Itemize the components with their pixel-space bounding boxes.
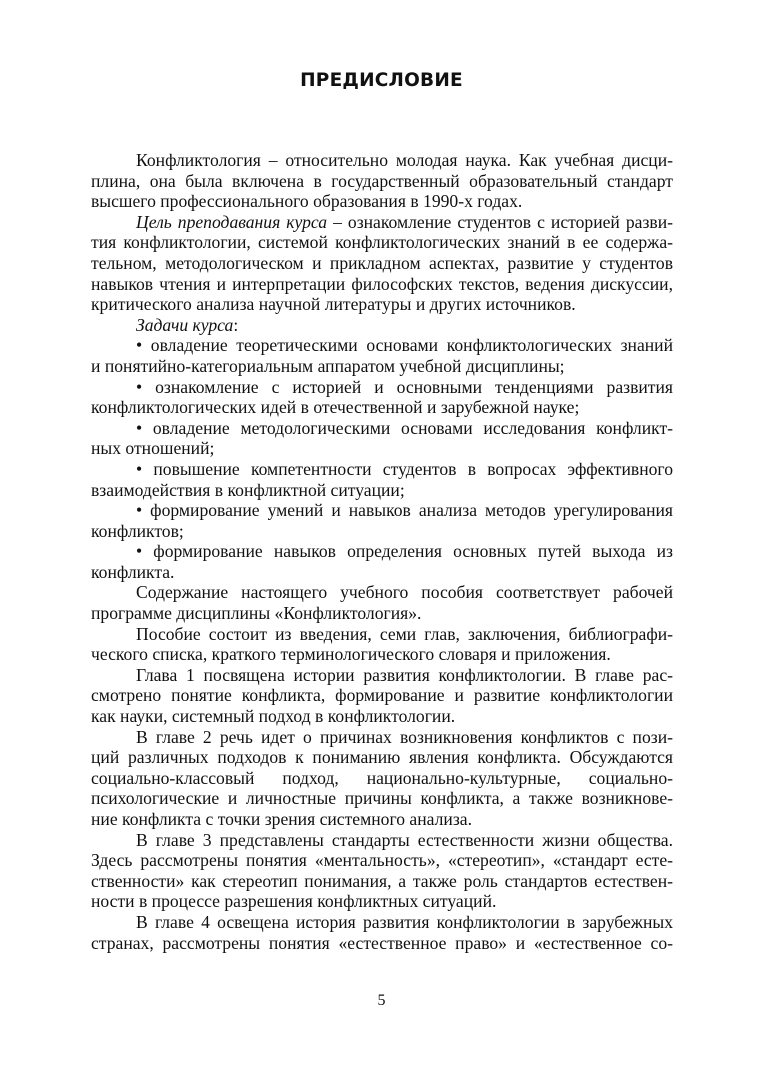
text-line: конфликтологических идей в отечественной и зарубежной науке; <box>91 397 580 418</box>
text-line: ческого списка, краткого терминологического словаря и приложения. <box>91 644 611 665</box>
text-line: В главе 4 освещена история развития конфликтологии в зарубежных <box>136 911 673 932</box>
text-line: программе дисциплины «Конфликтология». <box>91 603 422 624</box>
text-line: странах, рассмотрены понятия «естественное право» и «естественное со- <box>91 932 673 953</box>
text-line: Глава 1 посвящена истории развития конфликтологии. В главе рас- <box>136 664 673 685</box>
text-line: Пособие состоит из введения, семи глав, заключения, библиографи- <box>136 623 673 644</box>
text-fragment: – ознакомление студентов с историей разви- <box>327 211 673 232</box>
text-line: Содержание настоящего учебного пособия соответствует рабочей <box>136 582 673 603</box>
text-line: и понятийно-категориальным аппаратом учебной дисциплины; <box>91 355 565 376</box>
text-line: навыков чтения и интерпретации философских текстов, ведения дискуссии, <box>91 273 673 294</box>
text-fragment: : <box>233 314 239 335</box>
body-text <box>91 150 673 953</box>
list-item-line: • овладение теоретическими основами конфликтологических знаний <box>136 335 673 356</box>
text-line: плина, она была включена в государственный образовательный стандарт <box>91 170 673 191</box>
list-item-line: • формирование навыков определения основных путей выхода из <box>136 541 673 562</box>
text-line: тия конфликтологии, системой конфликтологических знаний в ее содержа- <box>91 232 673 253</box>
list-item-line: • повышение компетентности студентов в вопросах эффективного <box>136 458 673 479</box>
text-line <box>91 212 673 233</box>
text-line: взаимодействия в конфликтной ситуации; <box>91 479 405 500</box>
text-line: Здесь рассмотрены понятия «ментальность», «стереотип», «стандарт есте- <box>91 850 673 871</box>
text-line: смотрено понятие конфликта, формирование и развитие конфликтологии <box>91 685 673 706</box>
text-line: ственности» как стереотип понимания, а также роль стандартов естествен- <box>91 870 673 891</box>
italic-term: Цель преподавания курса <box>136 211 328 232</box>
list-item-line: • ознакомление с историей и основными тенденциями развития <box>136 376 673 397</box>
text-line: ности в процессе разрешения конфликтных ситуаций. <box>91 891 497 912</box>
text-line: высшего профессионального образования в 1990-х годах. <box>91 191 523 212</box>
text-line: В главе 2 речь идет о причинах возникновения конфликтов с пози- <box>136 726 673 747</box>
text-line: ций различных подходов к пониманию явления конфликта. Обсуждаются <box>91 747 673 768</box>
text-line: В главе 3 представлены стандарты естественности жизни общества. <box>136 829 673 850</box>
text-line <box>91 315 673 336</box>
page-number: 5 <box>377 992 386 1009</box>
text-line: как науки, системный подход в конфликтологии. <box>91 706 456 727</box>
text-line: ние конфликта с точки зрения системного анализа. <box>91 809 472 829</box>
text-line: тельном, методологическом и прикладном аспектах, развитие у студентов <box>91 252 673 273</box>
text-line: критического анализа научной литературы и других источников. <box>91 294 576 315</box>
text-line: ных отношений; <box>91 438 215 459</box>
text-line: социально-классовый подход, национально-культурные, социально- <box>91 767 673 788</box>
text-line: конфликтов; <box>91 520 184 541</box>
page-title: ПРЕДИСЛОВИЕ <box>300 70 463 91</box>
text-line: Конфликтология – относительно молодая наука. Как учебная дисци- <box>136 150 673 170</box>
list-item-line: • формирование умений и навыков анализа методов урегулирования <box>136 500 673 521</box>
text-line: психологические и личностные причины конфликта, а также возникнове- <box>91 788 673 809</box>
italic-term: Задачи курса <box>136 314 234 335</box>
text-line: конфликта. <box>91 561 175 582</box>
list-item-line: • овладение методологическими основами исследования конфликт- <box>136 417 673 438</box>
